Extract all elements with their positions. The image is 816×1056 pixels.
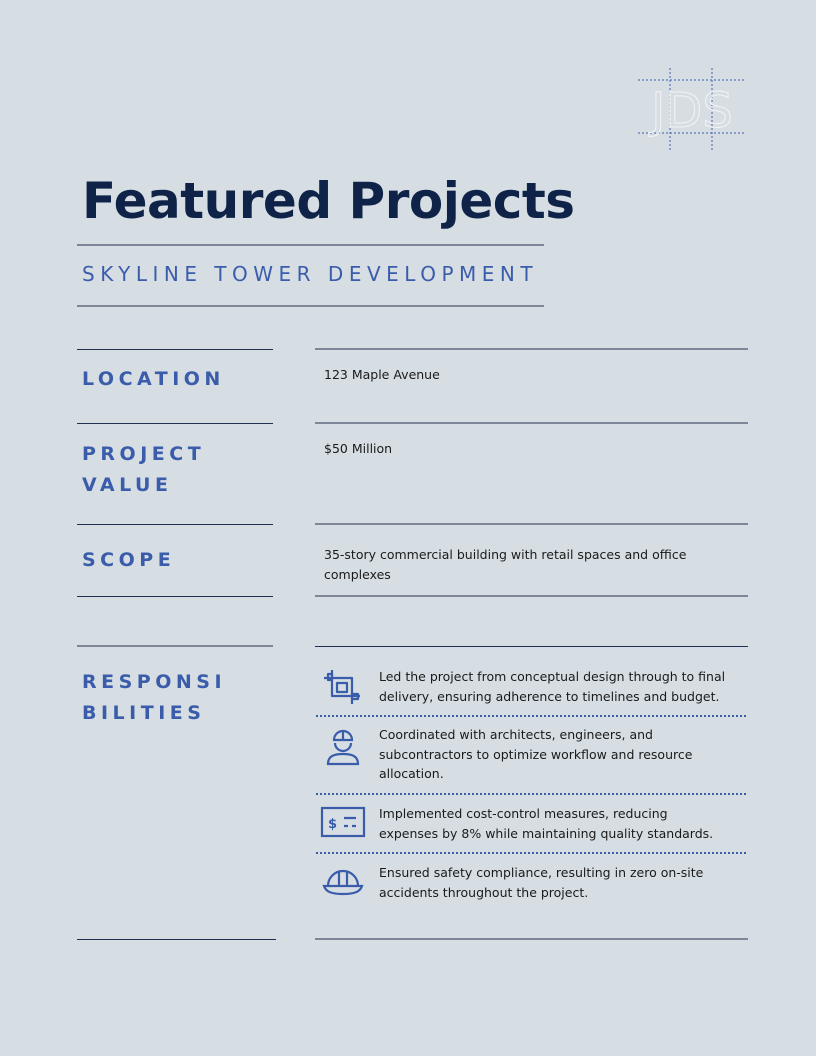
responsibilities-label	[82, 667, 226, 729]
jds-logo	[636, 68, 748, 152]
scope-value: 35-story commercial building with retail spaces and office complexes	[324, 547, 687, 582]
project-value-label	[82, 439, 205, 501]
divider	[77, 596, 273, 597]
divider	[77, 244, 544, 246]
divider	[315, 348, 748, 350]
responsibility-text: Coordinated with architects, engineers, and subcontractors to optimize workflow and resource allocation.	[379, 727, 693, 781]
divider	[315, 595, 748, 597]
divider	[77, 524, 273, 525]
page-title: Featured Projects	[82, 172, 575, 230]
divider	[315, 523, 748, 525]
dotted-divider	[316, 715, 746, 717]
crop-icon	[320, 668, 366, 708]
responsibility-text: Ensured safety compliance, resulting in zero on-site accidents throughout the project.	[379, 865, 704, 900]
divider	[315, 938, 748, 940]
svg-text:JDS: JDS	[651, 83, 733, 139]
responsibility-text: Implemented cost-control measures, reducing expenses by 8% while maintaining quality standards.	[379, 806, 714, 841]
scope-label: SCOPE	[82, 549, 176, 571]
divider	[315, 422, 748, 424]
location-label: LOCATION	[82, 368, 225, 390]
divider	[77, 423, 273, 424]
dotted-divider	[316, 852, 746, 854]
divider	[315, 646, 748, 647]
label-line: RESPONSI	[82, 671, 227, 693]
divider	[77, 645, 273, 647]
dotted-divider	[316, 793, 746, 795]
hard-hat-icon	[320, 862, 366, 902]
project-subtitle: SKYLINE TOWER DEVELOPMENT	[82, 262, 539, 286]
svg-text:$: $	[328, 817, 338, 832]
check-money-icon	[320, 804, 366, 844]
project-value: $50 Million	[324, 441, 393, 456]
location-value: 123 Maple Avenue	[324, 367, 440, 382]
divider	[77, 305, 544, 307]
responsibility-text: Led the project from conceptual design through to final delivery, ensuring adherence to timelines and budget.	[379, 669, 726, 704]
worker-icon	[320, 726, 366, 766]
divider	[77, 939, 276, 940]
label-line: VALUE	[82, 474, 173, 496]
label-line: BILITIES	[82, 702, 206, 724]
divider	[77, 349, 273, 350]
label-line: PROJECT	[82, 443, 206, 465]
